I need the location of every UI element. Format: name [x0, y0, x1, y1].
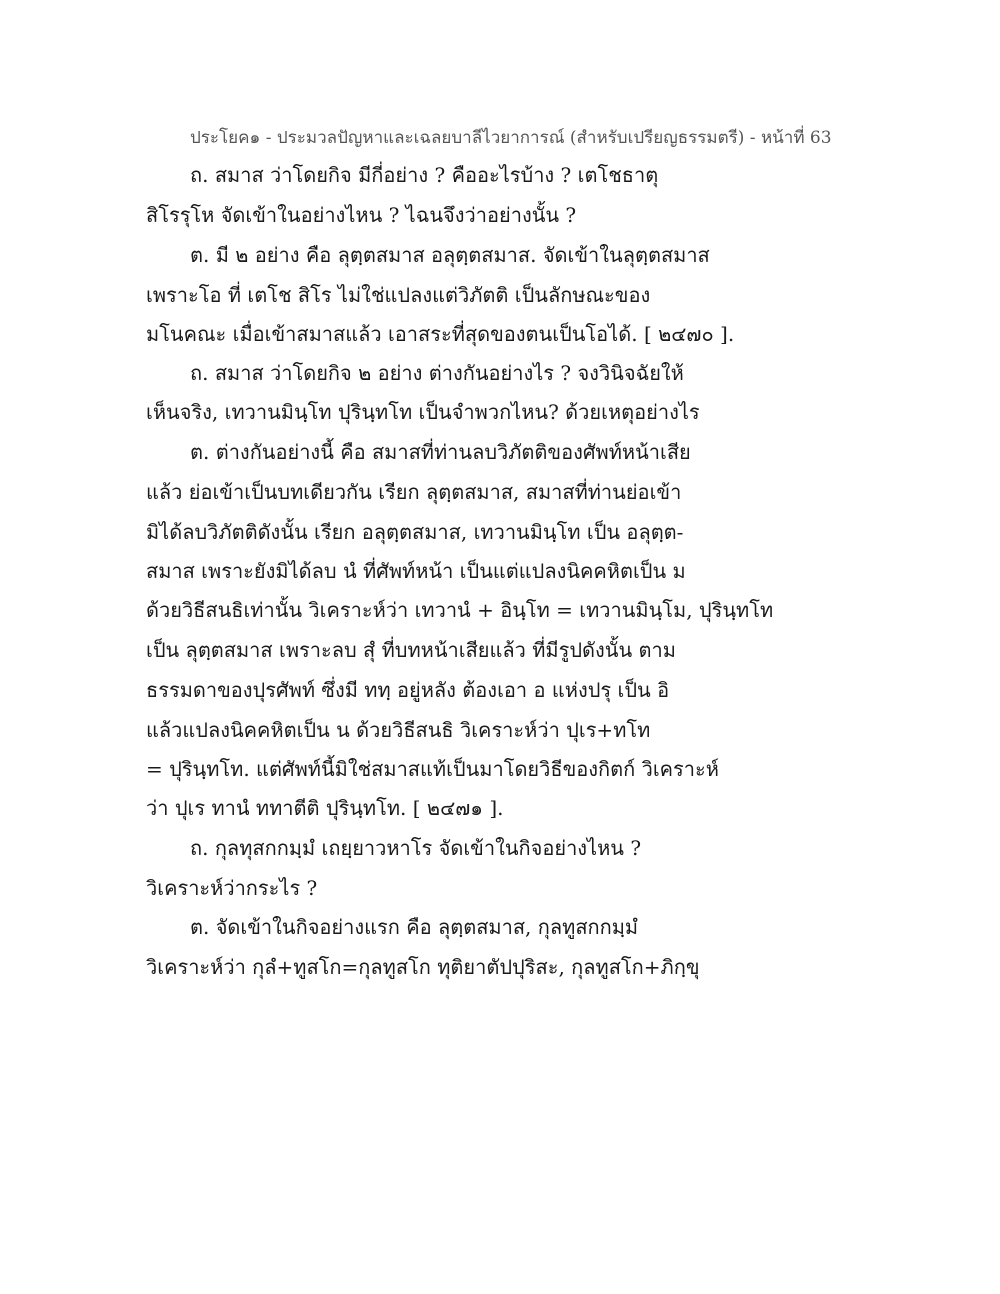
text-line: สมาส เพราะยังมิได้ลบ นํ ที่ศัพท์หน้า เป็นแต่แปลงนิคคหิตเป็น ม: [146, 559, 686, 583]
text-line: ถ. สมาส ว่าโดยกิจ มีกี่อย่าง ? คืออะไรบ้าง ? เตโชธาตุ: [190, 163, 659, 187]
text-line: ต. มี ๒ อย่าง คือ ลุตฺตสมาส อลุตฺตสมาส. จัดเข้าในลุตฺตสมาส: [190, 243, 710, 267]
text-line: ว่า ปุเร ทานํ ททาตีติ ปุรินฺทโท. [ ๒๔๗๑ ].: [146, 796, 504, 820]
text-line: = ปุรินฺทโท. แต่ศัพท์นี้มิใช่สมาสแท้เป็นมาโดยวิธีของกิตก์ วิเคราะห์: [146, 757, 719, 781]
text-line: ธรรมดาของปุรศัพท์ ซึ่งมี ททฺ อยู่หลัง ต้องเอา อ แห่งปรุ เป็น อิ: [146, 678, 670, 702]
text-line: วิเคราะห์ว่า กุลํ+ทูสโก=กุลทูสโก ทุติยาตัปปุริสะ, กุลทูสโก+ภิกฺขุ: [146, 955, 700, 979]
text-line: แล้ว ย่อเข้าเป็นบทเดียวกัน เรียก ลุตฺตสมาส, สมาสที่ท่านย่อเข้า: [146, 480, 682, 504]
text-line: วิเคราะห์ว่ากระไร ?: [146, 876, 318, 900]
text-line: เป็น ลุตฺตสมาส เพราะลบ สุํ ที่บทหน้าเสียแล้ว ที่มีรูปดังนั้น ตาม: [146, 638, 676, 662]
text-line: ต. จัดเข้าในกิจอย่างแรก คือ ลุตฺตสมาส, กุลทูสกกมฺมํ: [190, 915, 639, 939]
text-line: ถ. สมาส ว่าโดยกิจ ๒ อย่าง ต่างกันอย่างไร ? จงวินิจฉัยให้: [190, 361, 684, 385]
text-line: ด้วยวิธีสนธิเท่านั้น วิเคราะห์ว่า เทวานํ + อินฺโท = เทวานมินฺโม, ปุรินฺทโท: [146, 598, 774, 622]
text-line: แล้วแปลงนิคคหิตเป็น น ด้วยวิธีสนธิ วิเคราะห์ว่า ปุเร+ทโท: [146, 718, 651, 742]
text-line: สิโรรุโห จัดเข้าในอย่างไหน ? ไฉนจึงว่าอย่างนั้น ?: [146, 203, 577, 227]
text-line: มิได้ลบวิภัตติดังนั้น เรียก อลุตฺตสมาส, เทวานมินฺโท เป็น อลุตฺต-: [146, 520, 684, 544]
text-line: เพราะโอ ที่ เตโช สิโร ไม่ใช่แปลงแต่วิภัตติ เป็นลักษณะของ: [146, 283, 651, 307]
text-line: ต. ต่างกันอย่างนี้ คือ สมาสที่ท่านลบวิภัตติของศัพท์หน้าเสีย: [190, 440, 691, 464]
page-header: ประโยค๑ - ประมวลปัญหาและเฉลยบาลีไวยาการณ์ (สำหรับเปรียญธรรมตรี) - หน้าที่ 63: [190, 128, 832, 148]
text-line: ถ. กุลทุสกกมฺมํ เถยฺยาวหาโร จัดเข้าในกิจอย่างไหน ?: [190, 836, 642, 860]
text-line: เห็นจริง, เทวานมินฺโท ปุรินฺทโท เป็นจำพวกไหน? ด้วยเหตุอย่างไร: [146, 400, 700, 424]
text-line: มโนคณะ เมื่อเข้าสมาสแล้ว เอาสระที่สุดของตนเป็นโอได้. [ ๒๔๗๐ ].: [146, 322, 735, 346]
